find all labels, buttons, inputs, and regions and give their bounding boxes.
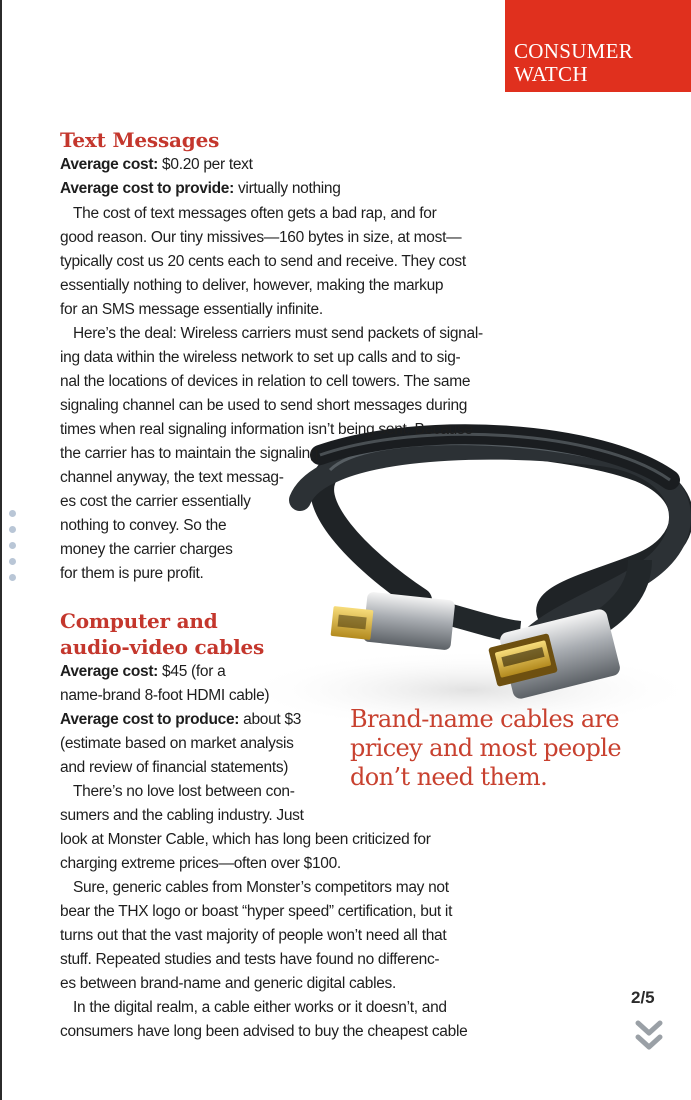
- cables-heading-line1: Computer and: [60, 609, 218, 633]
- text-body-line: nal the locations of devices in relation to cell towers. The same: [60, 373, 471, 390]
- text-avg-cost-label: Average cost:: [60, 156, 159, 173]
- text-provide-label: Average cost to provide:: [60, 180, 234, 197]
- cables-body-line: In the digital realm, a cable either works or it doesn’t, and: [73, 999, 447, 1016]
- cables-avg-cost-value: $45 (for a: [158, 663, 226, 680]
- text-body-line: typically cost us 20 cents each to send and receive. They cost: [60, 253, 466, 270]
- pull-quote-line: Brand-name cables are: [350, 705, 620, 733]
- text-body-line: The cost of text messages often gets a bad rap, and for: [73, 205, 437, 222]
- page-dot[interactable]: [9, 542, 16, 549]
- page-dot[interactable]: [9, 526, 16, 533]
- section-tag: [505, 0, 691, 92]
- text-body-line: times when real signaling information isn’t being sent. Because: [60, 421, 473, 438]
- text-body-line: ing data within the wireless network to set up calls and to sig-: [60, 349, 461, 366]
- cables-body-line: bear the THX logo or boast “hyper speed” certification, but it: [60, 903, 453, 920]
- cables-estimate-line: and review of financial statements): [60, 759, 289, 776]
- page-dots-icon[interactable]: [9, 510, 19, 590]
- cables-body-line: es between brand-name and generic digital cables.: [60, 975, 396, 992]
- text-body-line: es cost the carrier essentially: [60, 493, 251, 510]
- text-avg-cost-value: $0.20 per text: [158, 156, 253, 173]
- text-body-line: Here’s the deal: Wireless carriers must send packets of signal-: [73, 325, 483, 342]
- text-body-line: the carrier has to maintain the signaling: [60, 445, 319, 462]
- cables-heading-line2: audio-video cables: [60, 635, 265, 659]
- page-dot[interactable]: [9, 510, 16, 517]
- text-body-line: good reason. Our tiny missives—160 bytes in size, at most—: [60, 229, 462, 246]
- cables-body-line: There’s no love lost between con-: [73, 783, 295, 800]
- text-body-line: for them is pure profit.: [60, 565, 204, 582]
- page-dot[interactable]: [9, 558, 16, 565]
- cables-avg-cost-label: Average cost:: [60, 663, 159, 680]
- text-body-line: nothing to convey. So the: [60, 517, 227, 534]
- cables-body-line: consumers have long been advised to buy the cheapest cable: [60, 1023, 468, 1040]
- text-body-line: signaling channel can be used to send short messages during: [60, 397, 468, 414]
- pull-quote-line: pricey and most people: [350, 734, 621, 762]
- cables-produce-value: about $3: [239, 711, 302, 728]
- double-chevron-down-icon[interactable]: [635, 1020, 663, 1052]
- cables-body-line: charging extreme prices—often over $100.: [60, 855, 341, 872]
- text-messages-heading: Text Messages: [60, 128, 220, 152]
- pull-quote-line: don’t need them.: [350, 763, 548, 791]
- cables-body-line: Sure, generic cables from Monster’s competitors may not: [73, 879, 449, 896]
- cables-produce-cost: [60, 708, 301, 732]
- cables-produce-label: Average cost to produce:: [60, 711, 240, 728]
- text-provide-value: virtually nothing: [233, 180, 341, 197]
- cables-body-line: look at Monster Cable, which has long been criticized for: [60, 831, 431, 848]
- page-dot[interactable]: [9, 574, 16, 581]
- cables-avg-cost-cont: name-brand 8-foot HDMI cable): [60, 687, 270, 704]
- section-tag-line1: CONSUMER: [514, 39, 634, 63]
- cables-body-line: sumers and the cabling industry. Just: [60, 807, 304, 824]
- pull-quote: [350, 705, 650, 792]
- cables-body-line: stuff. Repeated studies and tests have found no differenc-: [60, 951, 440, 968]
- text-body-line: channel anyway, the text messag-: [60, 469, 284, 486]
- cables-body-line: turns out that the vast majority of people won’t need all that: [60, 927, 447, 944]
- cables-avg-cost: [60, 660, 225, 684]
- section-tag-line2: WATCH: [514, 62, 588, 86]
- text-provide-cost: [60, 177, 341, 201]
- page-indicator: 2/5: [631, 988, 655, 1007]
- text-body-line: for an SMS message essentially infinite.: [60, 301, 323, 318]
- text-body-line: essentially nothing to deliver, however, making the markup: [60, 277, 444, 294]
- text-body-line: money the carrier charges: [60, 541, 233, 558]
- text-avg-cost: [60, 153, 253, 177]
- cables-estimate-line: (estimate based on market analysis: [60, 735, 294, 752]
